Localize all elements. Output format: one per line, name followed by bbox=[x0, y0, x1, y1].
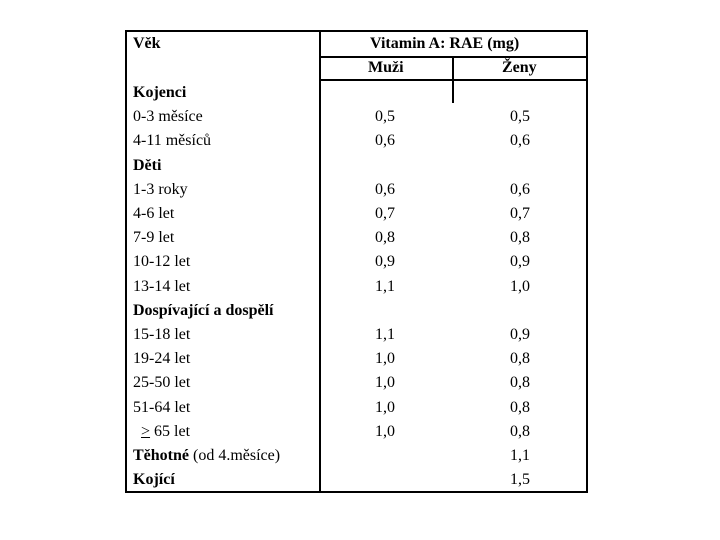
table-row-label: 10-12 let bbox=[133, 253, 191, 271]
row-label-note: (od 4.měsíce) bbox=[189, 447, 281, 464]
table-row-label: Kojící bbox=[133, 471, 175, 489]
men-value: 1,0 bbox=[375, 422, 395, 440]
women-value: 0,6 bbox=[510, 180, 530, 198]
men-value: 1,1 bbox=[375, 277, 395, 295]
row-label-bold: Těhotné bbox=[133, 447, 189, 464]
table-row-label: 4-11 měsíců bbox=[133, 132, 212, 150]
table-row-label bbox=[133, 444, 280, 468]
men-value: 0,9 bbox=[375, 253, 395, 271]
women-value: 0,8 bbox=[510, 398, 530, 416]
women-value: 0,6 bbox=[510, 132, 530, 150]
table-row-label: 15-18 let bbox=[133, 326, 191, 343]
women-value: 0,9 bbox=[510, 326, 530, 343]
column-divider-main bbox=[319, 30, 321, 493]
men-header: Muži bbox=[368, 59, 404, 76]
men-value: 0,6 bbox=[375, 180, 395, 198]
table-row-label: 51-64 let bbox=[133, 398, 191, 416]
women-value: 0,5 bbox=[510, 108, 530, 126]
table-row-label: 7-9 let bbox=[133, 229, 175, 247]
men-value: 1,0 bbox=[375, 350, 395, 368]
men-value: 0,8 bbox=[375, 229, 395, 247]
table-row-label: > 65 let bbox=[141, 422, 191, 440]
header-rule-top bbox=[319, 56, 588, 58]
women-value: 0,8 bbox=[510, 229, 530, 247]
men-value: 1,1 bbox=[375, 326, 395, 343]
table-row-label: 1-3 roky bbox=[133, 180, 188, 198]
women-value: 0,8 bbox=[510, 422, 530, 440]
table-row-label: 4-6 let bbox=[133, 205, 175, 222]
table-row-label: 19-24 let bbox=[133, 350, 191, 368]
men-value: 1,0 bbox=[375, 374, 395, 392]
vitamin-header: Vitamin A: RAE (mg) bbox=[370, 35, 520, 52]
table-row-label: 25-50 let bbox=[133, 374, 191, 392]
header-rule-bottom bbox=[319, 79, 588, 81]
women-value: 0,8 bbox=[510, 374, 530, 392]
table-row-label: Kojenci bbox=[133, 84, 187, 101]
women-header: Ženy bbox=[502, 59, 537, 76]
women-value: 1,5 bbox=[510, 471, 530, 489]
greater-equal-sign: > bbox=[141, 422, 151, 440]
table-row-label: 13-14 let bbox=[133, 277, 191, 295]
men-value: 0,6 bbox=[375, 132, 395, 150]
men-value: 1,0 bbox=[375, 398, 395, 416]
women-value: 1,1 bbox=[510, 447, 530, 464]
women-value: 1,0 bbox=[510, 277, 530, 295]
table-row-label: 0-3 měsíce bbox=[133, 108, 203, 126]
table-row-label: Dospívající a dospělí bbox=[133, 301, 274, 319]
women-value: 0,9 bbox=[510, 253, 530, 271]
men-value: 0,7 bbox=[375, 205, 395, 222]
age-header: Věk bbox=[133, 35, 161, 52]
men-value: 0,5 bbox=[375, 108, 395, 126]
women-value: 0,8 bbox=[510, 350, 530, 368]
table-row-label: Děti bbox=[133, 156, 162, 174]
women-value: 0,7 bbox=[510, 205, 530, 222]
